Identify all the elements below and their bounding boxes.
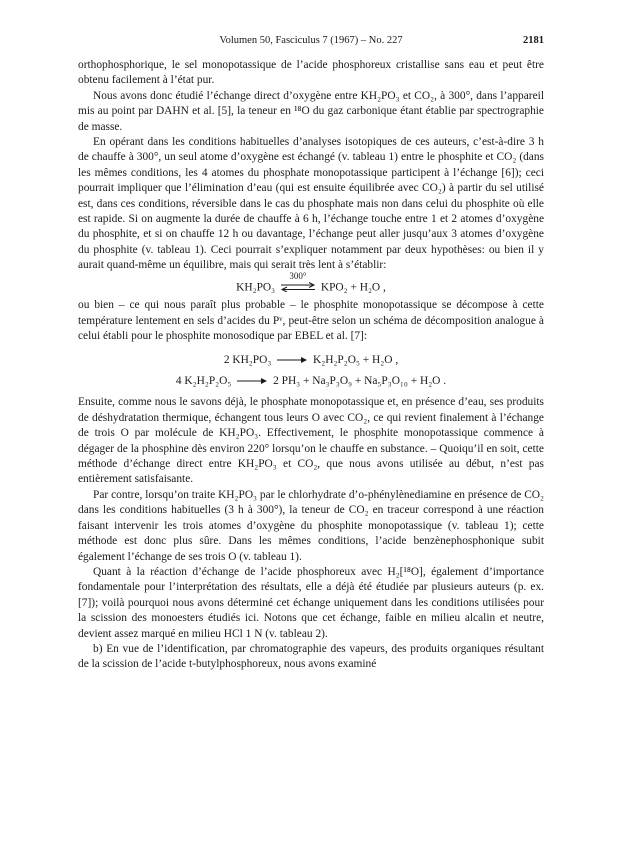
equation-decomposition-2 [78,374,544,389]
right-arrow-icon [234,377,270,385]
equation-3-left: 4 K₂H₂P₂O₅ [175,375,232,388]
equation-2-right: K₂H₂P₂O₅ + H₂O , [313,353,399,366]
right-arrow-icon [274,356,310,364]
paragraph-3: En opérant dans les conditions habituelles d’analyses isotopiques de ces auteurs, c’est-à-dire 3 h de chauffe à 300°, un seul atome d’oxygène est échangé (v. tableau 1) entre le phosphite et CO₂ (dans les mêmes conditions, les 4 atomes du phosphate monopotassique participent à l’échange [6]); ceci pourrait impliquer que l’élimination d’eau (qui est ensuite équilibrée avec CO₂) à partir du sel utilisé est, dans ces conditions, réversible dans le cas du phosphate mais non dans celui du phosphite où elle est rapide. Si on augmente la durée de chauffe à 6 h, l’échange touche entre 1 et 2 atomes d’oxygène du phosphite, et si on chauffe 12 h ou davantage, l’échange peut aller jusqu’aux 3 atomes d’oxygène du phosphite (v. tableau 1). Ceci pourrait s’expliquer notamment par deux hypothèses: ou bien il y aurait quand-même un équilibre, mais qui serait très lent à s’établir: [78,136,544,272]
equation-1-right: KPO₂ + H₂O , [320,281,386,293]
equation-3-right: 2 PH₃ + Na₃P₃O₉ + Na₅P₃O₁₀ + H₂O . [273,375,447,388]
page-number: 2181 [523,35,544,46]
equation-2-left: 2 KH₂PO₃ [223,353,272,366]
running-title: Volumen 50, Fasciculus 7 (1967) – No. 227 [219,35,403,46]
paragraph-6: Par contre, lorsqu’on traite KH₂PO₃ par le chlorhydrate d’o-phénylènediamine en présence de CO₂ dans les conditions habituelles (3 h à 300°), la teneur de CO₂ en traceur correspond à une réaction faisant intervenir les trois atomes d’oxygène du phosphite monopotassique (v. tableau 1); cette méthode est donc plus sûre. Dans les mêmes conditions, l’acide benzènephosphonique subit également l’échange de ses trois O (v. tableau 1). [78,488,544,563]
equation-1-left: KH₂PO₃ [236,281,276,293]
paragraph-8: b) En vue de l’identification, par chromatographie des vapeurs, des produits organiques résultant de la scission de l’acide t-butylphosphoreux, nous avons examiné [78,642,544,671]
paragraph-2: Nous avons donc étudié l’échange direct d’oxygène entre KH₂PO₃ et CO₂, à 300°, dans l’appareil mis au point par DAHN et al. [5], la teneur en ¹⁸O du gaz carbonique étant établie par spectrographie de masse. [78,89,544,133]
equation-decomposition-1 [78,353,544,368]
paragraph-4: ou bien – ce qui nous paraît plus probable – le phosphite monopotassique se décompose à cette température lentement en sels d’acides du Pᵛ, peut-être selon un schéma de décomposition analogue à celui établi pour le phosphite monosodique par EBEL et al. [7]: [78,299,544,343]
running-header [78,35,544,49]
equation-1-condition: 300° [289,270,307,281]
paragraph-1: orthophosphorique, le sel monopotassique de l’acide phosphoreux cristallise sans eau et peut être obtenu facilement à l’état pur. [78,59,544,87]
paragraph-5: Ensuite, comme nous le savons déjà, le phosphate monopotassique et, en présence d’eau, ses produits de déshydratation thermique, échangent tous leurs O avec CO₂, ce qui revient finalement à l’échange de trois O par molécule de KH₂PO₃. Effectivement, le phosphite monopotassique commence à dégager de la phosphine dès environ 220° lorsqu’on le chauffe en substance. – Quoiqu’il en soit, cette méthode d’échange direct entre KH₂PO₃ et CO₂, que nous avons utilisée au début, n’est pas entièrement satisfaisante. [78,396,544,486]
paragraph-7: Quant à la réaction d’échange de l’acide phosphoreux avec H₂[¹⁸O], également d’importance fondamentale pour l’interprétation des résultats, elle a déjà été étudiée par plusieurs auteurs (p. ex. [7]); voilà pourquoi nous avons déterminé cet échange uniquement dans les conditions utilisées pour la scission des monoesters étudiés ici. Notons que cet échange, faible en milieu alcalin et neutre, devient assez marqué en milieu HCl 1 N (v. tableau 2). [78,565,544,640]
reversible-arrow-icon [278,270,318,295]
article-body [78,58,544,673]
equation-equilibrium [78,270,544,296]
